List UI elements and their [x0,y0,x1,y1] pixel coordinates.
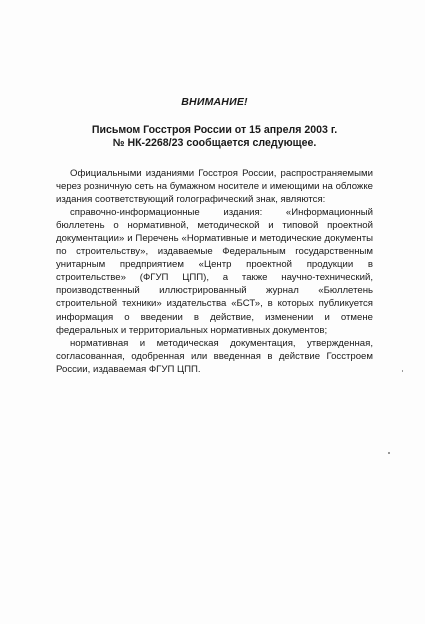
intro-paragraph: Официальными изданиями Госстроя России, распространяемыми через розничную сеть на бумажном носителе и имеющими на обложке издания соответствующий голографический знак, являются: [56,168,373,206]
notice-subtitle-line-2: № НК-2268/23 сообщается следующее. [112,137,317,149]
notice-subtitle-line-1: Письмом Госстроя России от 15 апреля 2003 г. [91,124,338,136]
list-item-normative-documentation: нормативная и методическая документация, утвержденная, согласованная, одобренная или введенная в действие Госстроем России, издаваемая ФГУП ЦПП. [56,337,373,375]
notice-subtitle [56,124,373,150]
notice-title: ВНИМАНИЕ! [181,96,248,108]
scan-speck [388,452,390,454]
list-item-reference-publications: справочно-информационные издания: «Информационный бюллетень о нормативной, методической и типовой проектной документации» и Перечень «Нормативные и методические документы по строительству», издаваемые Федеральным государственным унитарным предприятием «Центр проектной продукции в строительстве» (ФГУП ЦПП), а также научно-технический, производственный иллюстрированный журнал «Бюллетень строительной техники» издательства «БСТ», в которых публикуется информация о введении в действие, изменении и отмене федеральных и территориальных нормативных документов; [56,207,373,336]
scan-speck [402,370,403,372]
publication-list [56,206,373,376]
notice-block [56,96,373,376]
